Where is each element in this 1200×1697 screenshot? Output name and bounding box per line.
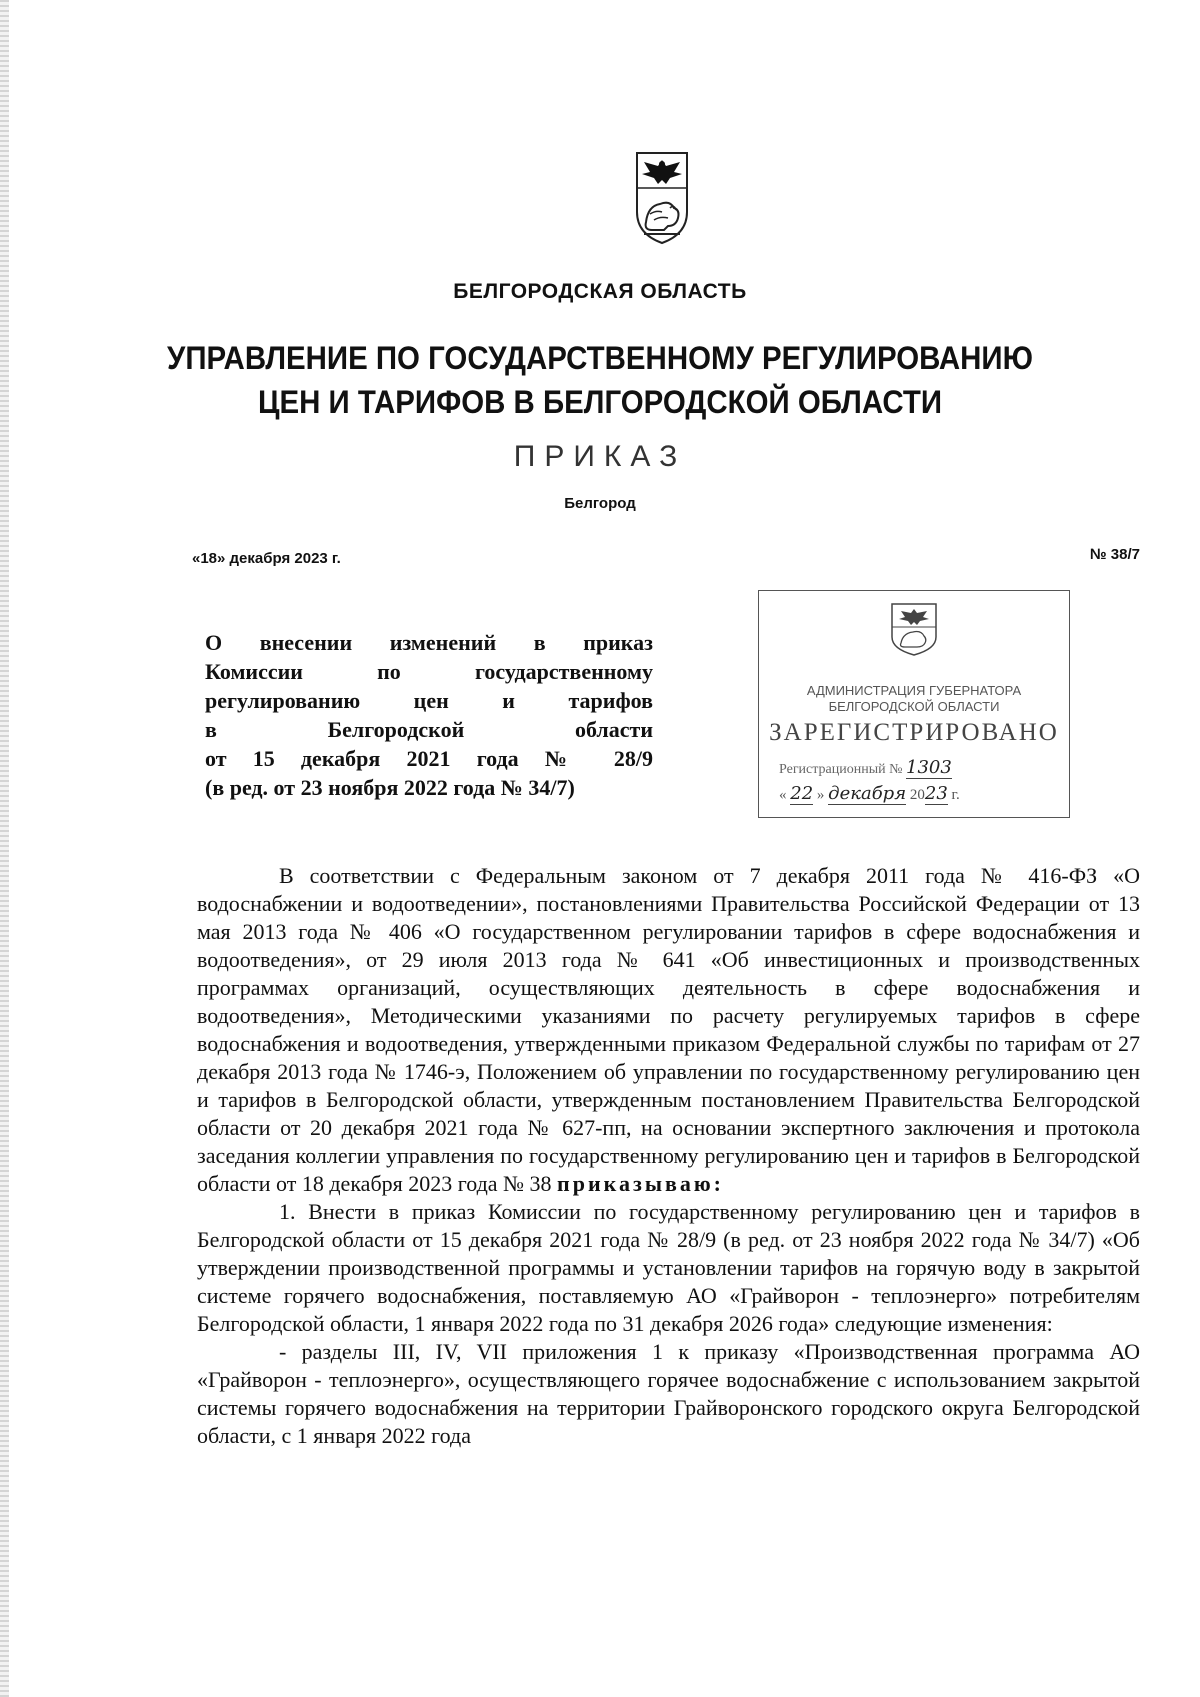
stamp-date-end: г.	[951, 787, 960, 803]
stamp-date-day: 22	[790, 783, 814, 804]
stamp-registration-number	[779, 757, 952, 778]
stamp-date-year-prefix: 20	[909, 787, 925, 803]
subject-line: (в ред. от 23 ноября 2022 года № 34/7)	[205, 775, 575, 800]
body-paragraph: - разделы III, IV, VII приложения 1 к приказу «Производственная программа АО «Грайворон - теплоэнерго», осуществляющего горячее водоснабжение с использованием закрытой системы горячего водоснабжения на территории Грайворонского городского округа Белгородской области, с 1 января 2022 года	[197, 1339, 1140, 1448]
document-subject	[205, 628, 653, 802]
registration-stamp	[758, 590, 1070, 818]
stamp-org-line-2: БЕЛГОРОДСКОЙ ОБЛАСТИ	[828, 699, 1000, 714]
stamp-date-month: декабря	[828, 783, 907, 804]
scan-edge	[0, 0, 9, 1697]
stamp-date-open: «	[779, 787, 787, 803]
document-number: № 38/7	[1089, 546, 1140, 563]
stamp-date-mid: »	[816, 787, 825, 803]
stamp-reg-label: Регистрационный №	[779, 762, 903, 777]
stamp-date-year-suffix: 23	[924, 783, 948, 804]
order-word: приказываю:	[557, 1171, 725, 1196]
document-body	[197, 862, 1140, 1450]
body-paragraph	[197, 862, 1140, 1198]
subject-line: Комиссии по государственному	[205, 659, 653, 684]
document-type: ПРИКАЗ	[513, 440, 687, 473]
stamp-organization	[759, 683, 1069, 715]
subject-line: О внесении изменений в приказ	[205, 630, 653, 655]
region-heading: БЕЛГОРОДСКАЯ ОБЛАСТЬ	[453, 280, 747, 303]
stamp-registered-label: ЗАРЕГИСТРИРОВАНО	[769, 719, 1059, 746]
document-city: Белгород	[564, 495, 636, 512]
stamp-reg-number-handwritten: 1303	[906, 757, 952, 778]
subject-line: от 15 декабря 2021 года № 28/9	[205, 746, 653, 771]
subject-line: в Белгородской области	[205, 717, 653, 742]
stamp-emblem-icon	[889, 601, 939, 657]
authority-title-line-2: ЦЕН И ТАРИФОВ В БЕЛГОРОДСКОЙ ОБЛАСТИ	[257, 384, 943, 420]
paragraph-text: В соответствии с Федеральным законом от 7 декабря 2011 года № 416-ФЗ «О водоснабжении и водоотведении», постановлениями Правительства Российской Федерации от 13 мая 2013 года № 406 «О государственном регулировании тарифов в сфере водоснабжения и водоотведения», от 29 июля 2013 года № 641 «Об инвестиционных и производственных программах организаций, осуществляющих деятельность в сфере водоснабжения и водоотведения», Методическими указаниями по расчету регулируемых тарифов в сфере водоснабжения и водоотведения, утвержденными приказом Федеральной службы по тарифам от 27 декабря 2013 года № 1746-э, Положением об управлении по государственному регулированию цен и тарифов в Белгородской области, утвержденным постановлением Правительства Белгородской области от 20 декабря 2021 года № 627-пп, на основании экспертного заключения и протокола заседания коллегии управления по государственному регулированию цен и тарифов в Белгородской области от 18 декабря 2023 года № 38	[197, 863, 1140, 1196]
authority-title-line-1: УПРАВЛЕНИЕ ПО ГОСУДАРСТВЕННОМУ РЕГУЛИРОВАНИЮ	[167, 340, 1033, 376]
body-paragraph: 1. Внести в приказ Комиссии по государственному регулированию цен и тарифов в Белгородской области от 15 декабря 2021 года № 28/9 (в ред. от 23 ноября 2022 года № 34/7) «Об утверждении производственной программы и установлении тарифов на горячую воду в закрытой системе горячего водоснабжения, поставляемую АО «Грайворон - теплоэнерго» потребителям Белгородской области, 1 января 2022 года по 31 декабря 2026 года» следующие изменения:	[197, 1199, 1140, 1336]
document-date: «18» декабря 2023 г.	[192, 550, 341, 567]
subject-line: регулированию цен и тарифов	[205, 688, 653, 713]
stamp-registration-date	[779, 783, 960, 804]
stamp-org-line-1: АДМИНИСТРАЦИЯ ГУБЕРНАТОРА	[806, 683, 1022, 698]
authority-title	[48, 336, 1152, 424]
coat-of-arms-emblem	[634, 150, 690, 246]
